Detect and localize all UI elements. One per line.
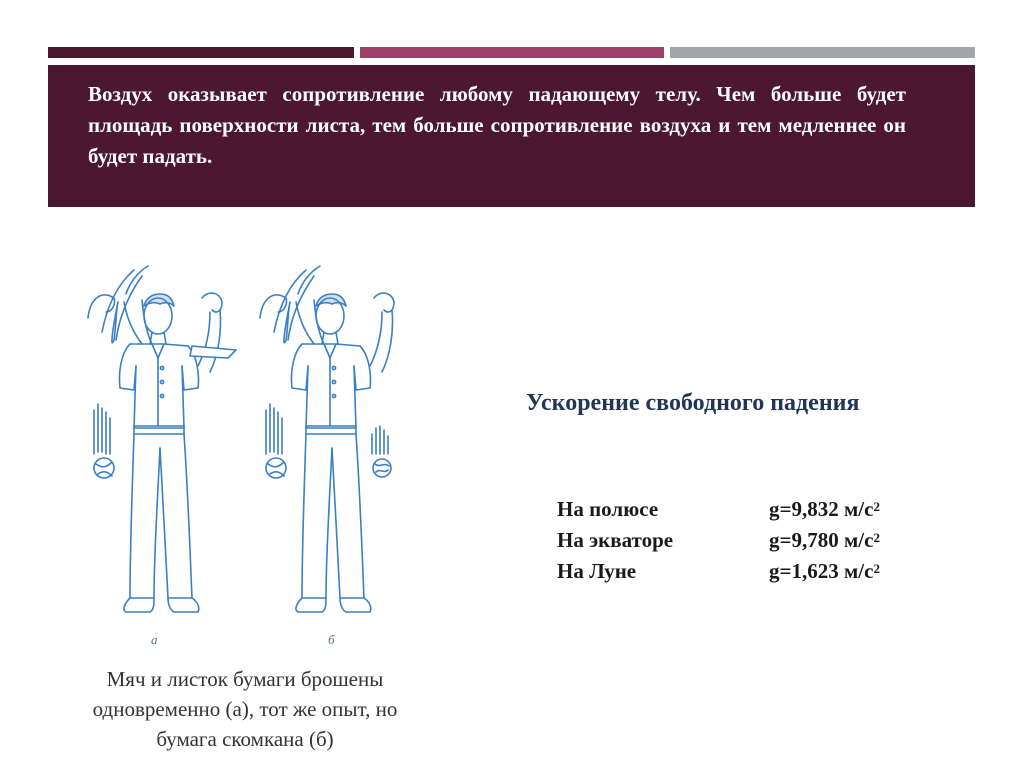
figure-caption: Мяч и листок бумаги брошены одновременно (а), тот же опыт, но бумага скомкана (б) [92,667,398,751]
person-a-sketch [88,266,236,612]
place-label: На Луне [557,559,637,583]
acceleration-title: Ускорение свободного падения [526,390,860,416]
header-text: Воздух оказывает сопротивление любому падающему телу. Чем больше будет площадь поверхности листа, тем больше сопротивление воздуха и тем медленнее он будет падать. [88,82,906,168]
header-banner [48,65,975,207]
label-b: б [328,632,335,647]
place-label: На экваторе [557,528,674,552]
place-label: На полюсе [557,497,659,521]
gravity-value: g=1,623 $м/с^2$ [769,559,880,583]
accent-bar-magenta [360,47,664,58]
gravity-value: g=9,780 $м/с^2$ [769,528,880,552]
label-a: а [151,632,158,647]
accent-bar-dark [48,47,354,58]
gravity-value: g=9,832 $м/с^2$ [769,497,880,521]
person-b-sketch [260,266,394,612]
accent-bar-grey [670,47,975,58]
experiment-illustration [60,232,420,660]
